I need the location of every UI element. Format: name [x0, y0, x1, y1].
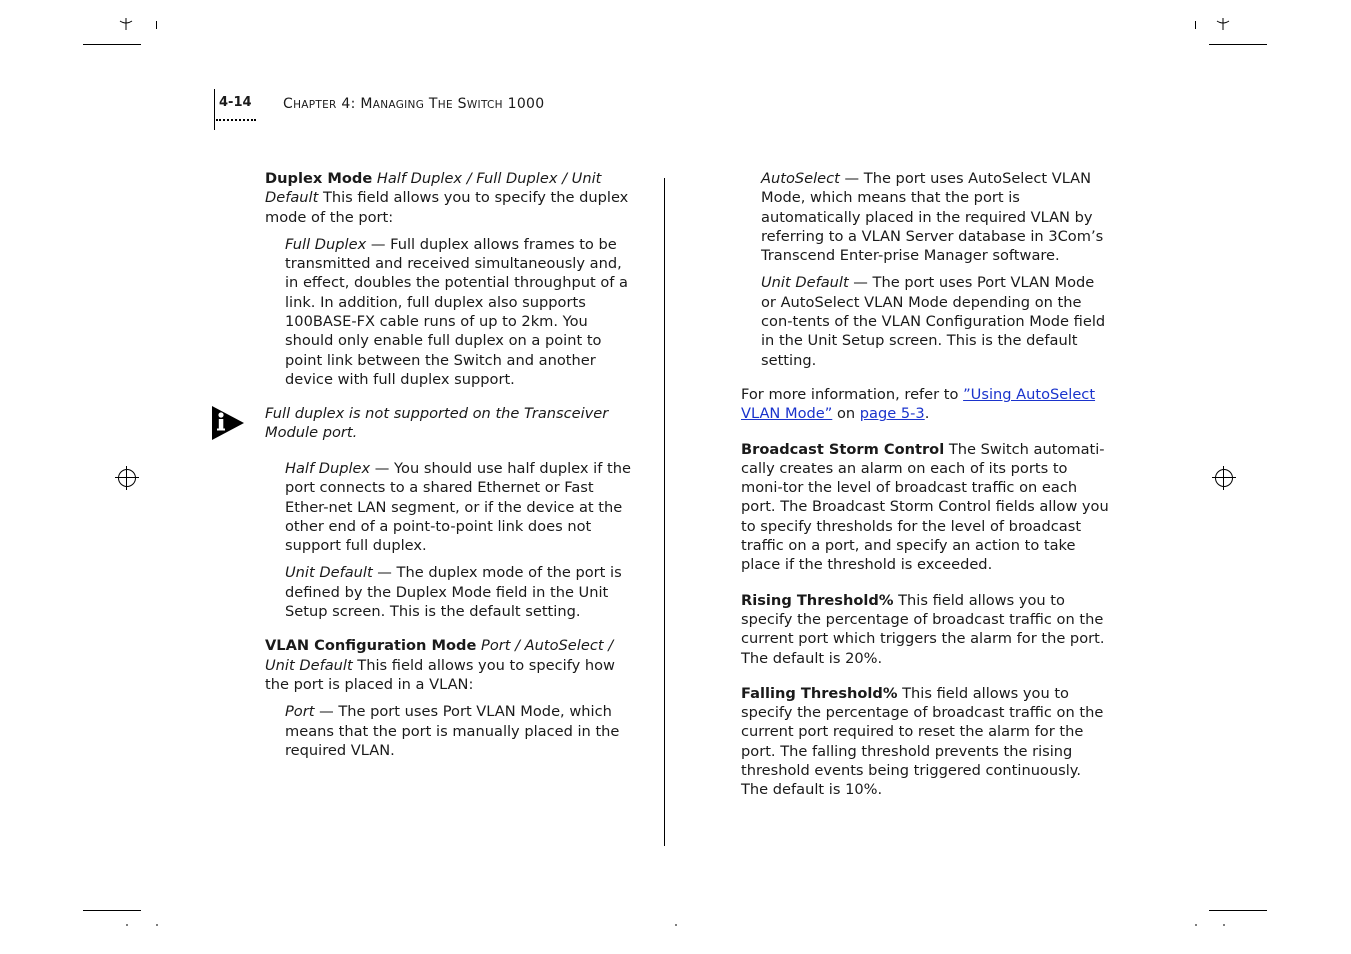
tick-mark — [1195, 21, 1196, 29]
tick-mark — [156, 21, 157, 29]
tick-mark — [1195, 924, 1197, 926]
unit-default-para: Unit Default — The duplex mode of the port is defined by the Duplex Mode field in the Unit Setup screen. This is the default setting. — [285, 564, 622, 621]
right-column — [741, 169, 1111, 800]
more-info-para: For more information, refer to ”Using AutoSelect VLAN Mode” on page 5-3. — [741, 385, 1096, 423]
tick-mark — [675, 924, 677, 926]
full-duplex-para: Full Duplex — Full duplex allows frames to be transmitted and received simultaneously and, in effect, doubles the potential throughput of a link. In addition, full duplex also supports 100BASE-FX cable runs of up to 2km. You should only enable full duplex on a point to point link between the Switch and another device with full duplex support. — [285, 235, 628, 388]
page-5-3-link[interactable]: page 5-3 — [859, 405, 925, 423]
page-number-bar — [214, 89, 215, 130]
crosshair-icon — [1212, 466, 1236, 490]
page-number-dots — [216, 119, 256, 125]
autoselect-para: AutoSelect — The port uses AutoSelect VLAN Mode, which means that the port is automatically placed in the required VLAN by referring to a VLAN Server database in 3Com’s Transcend Enter-prise Manager software. — [761, 170, 1104, 265]
info-icon — [212, 406, 244, 440]
chapter-title: CHAPTER 4: MANAGING THE SWITCH 1000 — [283, 96, 545, 112]
rising-threshold-para: Rising Threshold% This field allows you to specify the percentage of broadcast traffic on the current port which triggers the alarm for the port. The default is 20%. — [741, 591, 1105, 667]
trident-mark-icon — [119, 18, 133, 30]
crosshair-icon — [115, 466, 139, 490]
autoselect-vlan-link[interactable]: ”Using AutoSelect VLAN Mode” — [741, 385, 1096, 423]
crop-mark-top-right — [1209, 44, 1267, 45]
tick-mark — [1223, 924, 1225, 926]
tick-mark — [126, 924, 128, 926]
tick-mark — [156, 924, 158, 926]
crop-mark-top-left — [83, 44, 141, 45]
column-divider — [664, 178, 665, 846]
note-text: Full duplex is not supported on the Transceiver Module port. — [265, 405, 609, 442]
half-duplex-para: Half Duplex — You should use half duplex if the port connects to a shared Ethernet or Fast Ether-net LAN segment, or if the device at the other end of a point-to-point link does not support full duplex. — [285, 460, 631, 555]
vlan-config-para: VLAN Configuration Mode Port / AutoSelect / Unit Default This field allows you to specify how the port is placed in a VLAN: — [265, 637, 615, 693]
crop-mark-bottom-right — [1209, 910, 1267, 911]
left-column-lower — [265, 459, 631, 760]
left-column — [265, 169, 631, 389]
page-number: 4-14 — [219, 95, 252, 110]
port-para: Port — The port uses Port VLAN Mode, which means that the port is manually placed in the required VLAN. — [285, 703, 620, 759]
crop-mark-bottom-left — [83, 910, 141, 911]
broadcast-storm-para: Broadcast Storm Control The Switch automati-cally creates an alarm on each of its ports to moni-tor the level of broadcast traffic on each port. The Broadcast Storm Control fields allow you to specify thresholds for the level of broadcast traffic on a port, and specify an action to take place if the threshold is exceeded. — [741, 440, 1109, 574]
falling-threshold-para: Falling Threshold% This field allows you to specify the percentage of broadcast traffic on the current port required to reset the alarm for the port. The falling threshold prevents the rising threshold events being triggered continuously. The default is 10%. — [741, 684, 1104, 799]
trident-mark-icon — [1216, 18, 1230, 30]
unit-default-vlan-para: Unit Default — The port uses Port VLAN Mode or AutoSelect VLAN Mode depending on the con-tents of the VLAN Configuration Mode field in the Unit Setup screen. This is the default setting. — [761, 274, 1106, 369]
duplex-mode-para: Duplex Mode Half Duplex / Full Duplex / Unit Default This field allows you to specify the duplex mode of the port: — [265, 170, 629, 226]
